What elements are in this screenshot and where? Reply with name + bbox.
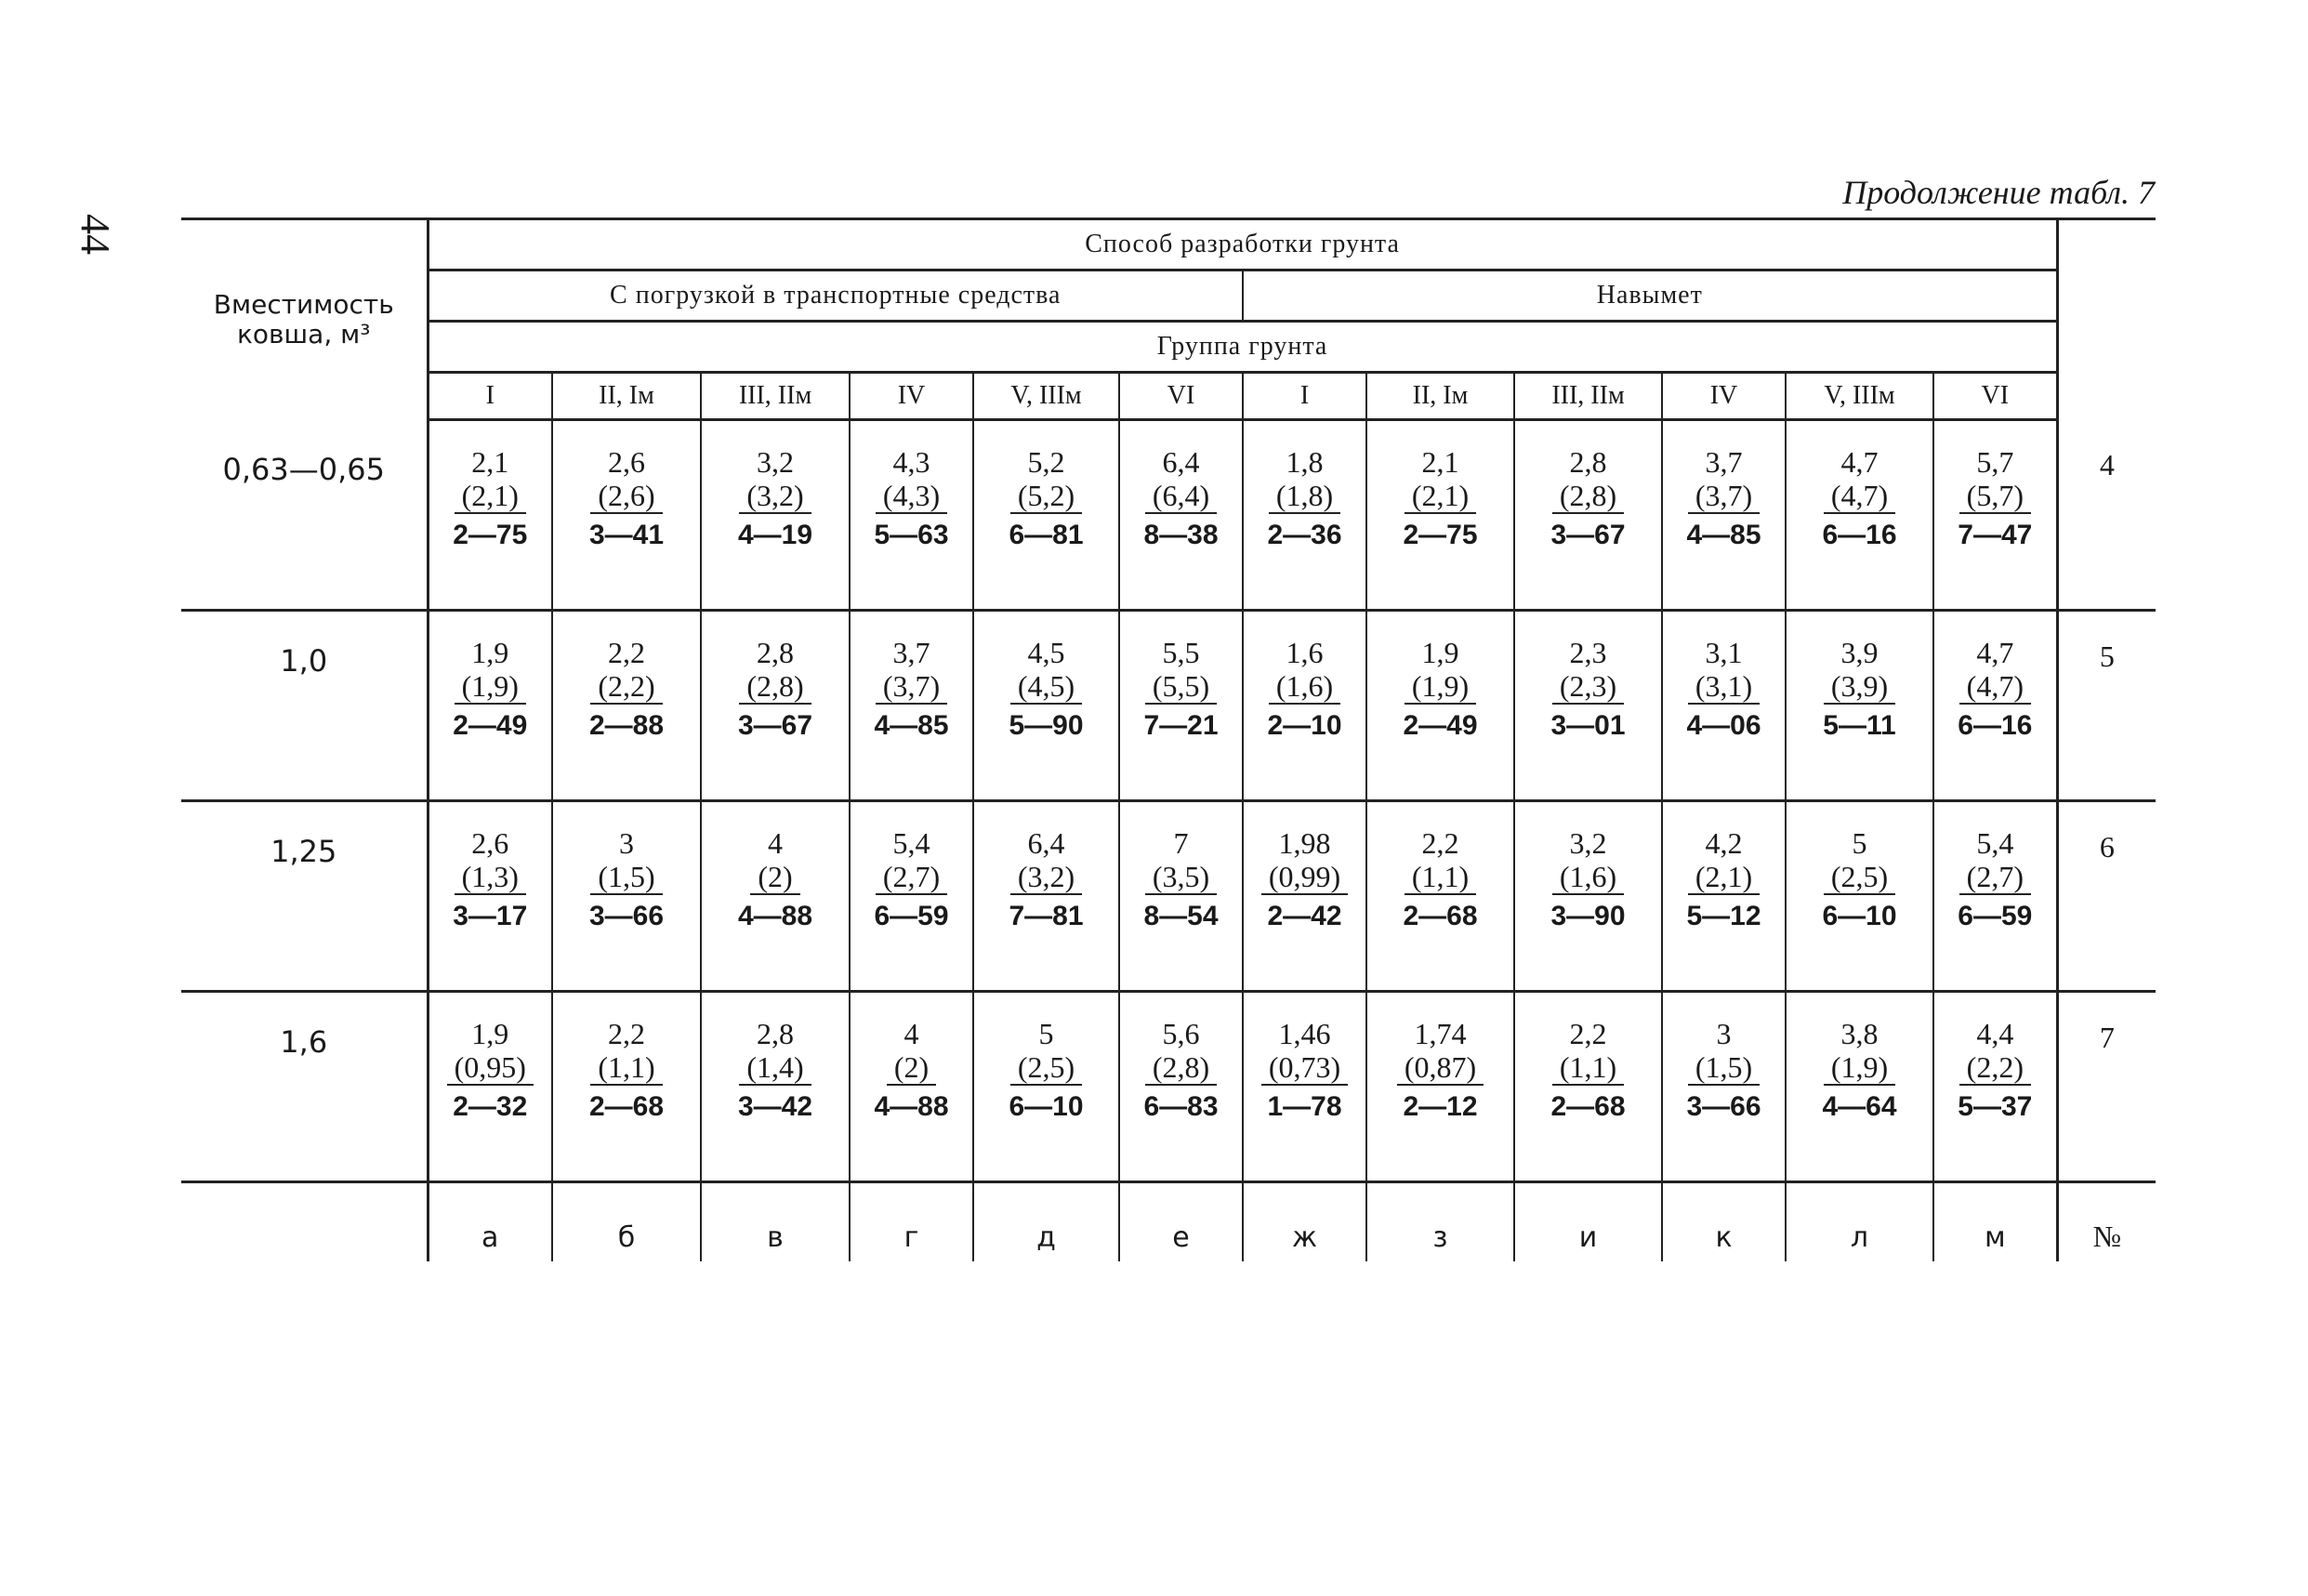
price-value: 5—11 [1823,710,1896,741]
price-value: 2—12 [1403,1091,1478,1122]
norm-value: 2,6 [608,445,645,479]
price-value: 4—88 [874,1091,949,1122]
price-value: 6—59 [874,901,949,931]
soil-group-col-header: V, IIIм [1786,373,1933,420]
norm-value: 5,2 [1027,445,1065,479]
norm-value: 4,7 [1840,445,1879,479]
table-row [181,992,2156,1182]
norm-value: 1,8 [1286,445,1324,479]
price-value: 2—49 [1403,710,1478,741]
column-letter: л [1786,1182,1933,1262]
norm-value-alt: (2) [887,1050,936,1086]
norm-value-alt: (3,5) [1145,860,1217,895]
table-row [181,801,2156,992]
norm-value-alt: (2,7) [1959,860,2031,895]
norm-value: 5,6 [1162,1017,1200,1050]
column-letter: и [1514,1182,1662,1262]
rate-cell [1786,992,1933,1182]
norm-value-alt: (2,5) [1010,1050,1082,1086]
soil-group-col-header: II, Iм [552,373,701,420]
norm-value: 4 [903,1017,919,1050]
price-value: 6—10 [1822,901,1897,931]
rate-cell [1243,992,1366,1182]
row-number: 6 [2057,801,2156,992]
price-value: 6—16 [1958,710,2033,741]
price-value: 5—63 [874,520,949,550]
norm-value: 4,7 [1976,636,2014,669]
rate-cell [1366,801,1514,992]
price-value: 3—67 [1550,520,1626,550]
price-value: 7—47 [1958,520,2033,550]
norm-value-alt: (5,5) [1145,669,1217,705]
table-row [181,420,2156,611]
norm-value-alt: (2,5) [1824,860,1895,895]
norm-value-alt: (3,7) [876,669,947,705]
norm-value: 2,2 [608,636,645,669]
norm-value-alt: (0,87) [1397,1050,1484,1086]
norm-value: 2,1 [471,445,509,479]
soil-group-col-header: IV [850,373,973,420]
excavation-rates-table [181,218,2156,1261]
rate-cell [973,611,1119,801]
rate-cell [850,420,973,611]
bucket-capacity-cell: 1,0 [181,611,428,801]
norm-value-alt: (1,3) [455,860,526,895]
price-value: 4—64 [1822,1091,1897,1122]
norm-value: 5,4 [1976,826,2014,860]
rate-cell [1514,801,1662,992]
norm-value: 1,46 [1278,1017,1331,1050]
price-value: 2—42 [1267,901,1342,931]
norm-value: 4,4 [1976,1017,2014,1050]
norm-value-alt: (1,1) [1405,860,1476,895]
norm-value-alt: (2,1) [1688,860,1760,895]
price-value: 2—36 [1267,520,1342,550]
price-value: 6—81 [1009,520,1084,550]
rate-cell [1119,801,1243,992]
price-value: 5—37 [1958,1091,2033,1122]
norm-value-alt: (3,7) [1688,479,1760,514]
norm-value-alt: (3,2) [1010,860,1082,895]
norm-value: 1,9 [471,1017,509,1050]
norm-value-alt: (1,9) [455,669,526,705]
rate-cell [701,992,850,1182]
rate-cell [1933,801,2057,992]
norm-value: 2,8 [1569,445,1607,479]
price-value: 2—75 [453,520,528,550]
norm-value-alt: (2,8) [739,669,811,705]
price-value: 3—66 [588,901,665,931]
norm-value-alt: (1,6) [1552,860,1624,895]
number-column-header [2057,219,2156,420]
price-value: 5—12 [1686,901,1761,931]
rate-cell [552,611,701,801]
price-value: 2—68 [1550,1091,1626,1122]
rate-cell [1119,992,1243,1182]
number-sign: № [2092,1220,2122,1253]
column-letter: е [1119,1182,1243,1262]
norm-value: 2,8 [757,636,794,669]
norm-value-alt: (2,1) [1405,479,1476,514]
price-value: 7—21 [1143,710,1219,741]
rate-cell [428,611,552,801]
rate-cell [1933,992,2057,1182]
norm-value: 5,4 [892,826,930,860]
norm-value: 3 [619,826,634,860]
bucket-capacity-cell: 1,6 [181,992,428,1182]
norm-value-alt: (2,2) [590,669,662,705]
norm-value-alt: (4,5) [1010,669,1082,705]
rate-cell [1514,611,1662,801]
rate-cell [1662,611,1786,801]
price-value: 4—06 [1686,710,1761,741]
rate-cell [1119,611,1243,801]
norm-value: 5,5 [1162,636,1200,669]
rate-cell [1243,801,1366,992]
rate-cell [1786,611,1933,801]
price-value: 2—88 [588,710,665,741]
column-letter: к [1662,1182,1786,1262]
norm-value-alt: (3,9) [1824,669,1895,705]
navymet-header: Навымет [1243,270,2057,322]
rate-cell [1933,420,2057,611]
norm-value-alt: (1,1) [590,1050,662,1086]
norm-value: 5 [1852,826,1867,860]
norm-value-alt: (4,7) [1959,669,2031,705]
norm-value-alt: (0,99) [1261,860,1348,895]
norm-value: 3,7 [1705,445,1743,479]
norm-value-alt: (2) [750,860,799,895]
price-value: 2—75 [1403,520,1478,550]
norm-value: 2,6 [471,826,509,860]
column-letter: д [973,1182,1119,1262]
rate-cell [973,992,1119,1182]
norm-value-alt: (2,3) [1552,669,1624,705]
norm-value-alt: (3,1) [1688,669,1760,705]
norm-value-alt: (1,4) [739,1050,811,1086]
price-value: 4—88 [737,901,813,931]
norm-value: 3,1 [1705,636,1743,669]
norm-value: 2,2 [1569,1017,1607,1050]
column-letter: г [850,1182,973,1262]
rate-cell [850,992,973,1182]
column-letter: ж [1243,1182,1366,1262]
bucket-capacity-cell: 0,63—0,65 [181,420,428,611]
norm-value-alt: (2,2) [1959,1050,2031,1086]
rate-cell [1662,801,1786,992]
soil-group-col-header: I [428,373,552,420]
norm-value-alt: (5,7) [1959,479,2031,514]
norm-value-alt: (1,6) [1269,669,1340,705]
norm-value: 2,8 [757,1017,794,1050]
norm-value: 1,9 [471,636,509,669]
norm-value: 1,9 [1421,636,1459,669]
price-value: 3—41 [588,520,665,550]
soil-group-col-header: VI [1933,373,2057,420]
norm-value: 2,1 [1421,445,1459,479]
page-number: 44 [73,214,118,255]
norm-value: 6,4 [1027,826,1065,860]
soil-group-col-header: IV [1662,373,1786,420]
rate-cell [850,611,973,801]
rate-cell [1514,992,1662,1182]
column-letter: в [701,1182,850,1262]
column-letter: б [552,1182,701,1262]
norm-value-alt: (1,9) [1824,1050,1895,1086]
rate-cell [1366,611,1514,801]
table-row [181,611,2156,801]
norm-value: 1,98 [1278,826,1331,860]
price-value: 2—49 [453,710,528,741]
norm-value: 4 [768,826,783,860]
rate-cell [552,992,701,1182]
rate-cell [1786,420,1933,611]
norm-value-alt: (2,6) [590,479,662,514]
rate-cell [428,420,552,611]
price-value: 2—68 [588,1091,665,1122]
soil-group-col-header: II, Iм [1366,373,1514,420]
price-value: 3—42 [737,1091,813,1122]
norm-value-alt: (0,95) [447,1050,534,1086]
norm-value-alt: (5,2) [1010,479,1082,514]
rate-cell [973,801,1119,992]
soil-group-col-header: V, IIIм [973,373,1119,420]
row-number: 4 [2057,420,2156,611]
rate-cell [1933,611,2057,801]
rate-cell [850,801,973,992]
norm-value: 1,6 [1286,636,1324,669]
norm-value-alt: (6,4) [1145,479,1217,514]
rate-cell [701,420,850,611]
rate-cell [973,420,1119,611]
bucket-capacity-cell: 1,25 [181,801,428,992]
price-value: 3—90 [1550,901,1626,931]
price-value: 3—67 [737,710,813,741]
norm-value: 3,9 [1840,636,1879,669]
norm-value-alt: (1,8) [1269,479,1340,514]
empty-cell [181,1182,428,1262]
price-value: 3—01 [1550,710,1626,741]
norm-value: 5,7 [1976,445,2014,479]
norm-value: 1,74 [1414,1017,1467,1050]
norm-value: 4,2 [1705,826,1743,860]
norm-value: 3,2 [1569,826,1607,860]
table-continuation-caption: Продолжение табл. 7 [1842,174,2155,211]
norm-value: 4,5 [1027,636,1065,669]
price-value: 4—85 [874,710,949,741]
norm-value: 2,2 [1421,826,1459,860]
norm-value: 6,4 [1162,445,1200,479]
norm-value: 7 [1173,826,1189,860]
rate-cell [1119,420,1243,611]
rate-cell [1243,420,1366,611]
rate-cell [552,801,701,992]
column-letter: а [428,1182,552,1262]
norm-value: 4,3 [892,445,930,479]
price-value: 4—19 [737,520,813,550]
soil-group-col-header: III, IIм [1514,373,1662,420]
rate-cell [428,801,552,992]
price-value: 6—16 [1822,520,1897,550]
norm-value-alt: (2,7) [876,860,947,895]
norm-value-alt: (1,5) [1688,1050,1760,1086]
rate-cell [701,611,850,801]
rate-cell [1243,611,1366,801]
price-value: 7—81 [1009,901,1084,931]
row-number: 7 [2057,992,2156,1182]
rate-cell [1366,992,1514,1182]
rate-cell [428,992,552,1182]
norm-value: 2,2 [608,1017,645,1050]
price-value: 6—83 [1143,1091,1219,1122]
row-number: 5 [2057,611,2156,801]
rate-cell [1662,420,1786,611]
column-letter: м [1933,1182,2057,1262]
capacity-column-header: Вместимость ковша, м³ [181,219,428,420]
column-letter-row [181,1182,2156,1262]
load-into-transport-header: С погрузкой в транспортные средства [428,270,1243,322]
soil-group-col-header: I [1243,373,1366,420]
norm-value-alt: (4,7) [1824,479,1895,514]
rate-cell [1662,992,1786,1182]
norm-value-alt: (1,9) [1405,669,1476,705]
rate-cell [1786,801,1933,992]
price-value: 3—17 [453,901,528,931]
price-value: 1—78 [1267,1091,1342,1122]
rate-cell [701,801,850,992]
price-value: 4—85 [1686,520,1761,550]
price-value: 2—10 [1267,710,1342,741]
price-value: 2—68 [1403,901,1478,931]
norm-value: 5 [1038,1017,1054,1050]
price-value: 8—54 [1143,901,1219,931]
soil-group-col-header: VI [1119,373,1243,420]
norm-value: 2,3 [1569,636,1607,669]
norm-value-alt: (3,2) [739,479,811,514]
norm-value-alt: (0,73) [1261,1050,1348,1086]
norm-value-alt: (2,8) [1552,479,1624,514]
soil-group-header: Группа грунта [428,322,2057,373]
rate-cell [1514,420,1662,611]
method-header: Способ разработки грунта [428,219,2057,270]
price-value: 2—32 [453,1091,528,1122]
soil-group-col-header: III, IIм [701,373,850,420]
column-letter: з [1366,1182,1514,1262]
price-value: 8—38 [1143,520,1219,550]
norm-value-alt: (1,5) [590,860,662,895]
norm-value: 3,8 [1840,1017,1879,1050]
norm-value-alt: (1,1) [1552,1050,1624,1086]
norm-value-alt: (4,3) [876,479,947,514]
price-value: 3—66 [1686,1091,1761,1122]
price-value: 6—10 [1009,1091,1084,1122]
price-value: 6—59 [1958,901,2033,931]
norm-value: 3,2 [757,445,794,479]
rate-cell [552,420,701,611]
rate-cell [1366,420,1514,611]
norm-value: 3 [1716,1017,1732,1050]
norm-value-alt: (2,8) [1145,1050,1217,1086]
norm-value: 3,7 [892,636,930,669]
price-value: 5—90 [1009,710,1084,741]
norm-value-alt: (2,1) [455,479,526,514]
